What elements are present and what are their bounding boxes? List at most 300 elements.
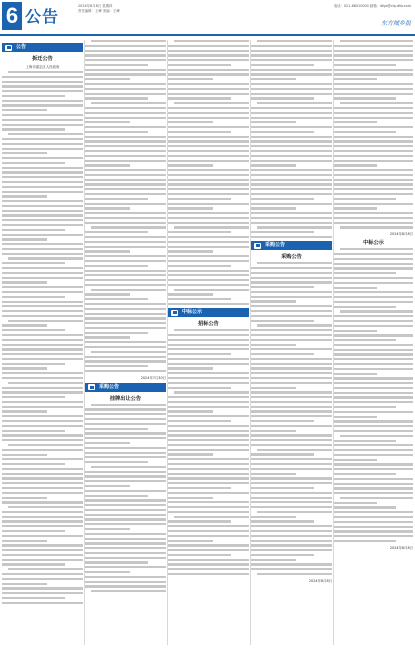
text-line: [168, 222, 249, 224]
text-line: [85, 59, 166, 61]
text-line: [334, 207, 377, 209]
text-line: [334, 193, 413, 195]
text-line: [2, 473, 83, 475]
text-line: [2, 262, 65, 264]
text-line: [85, 346, 166, 348]
text-line: [2, 291, 83, 293]
text-line: [251, 310, 332, 312]
text-line: [251, 222, 332, 224]
text-line: [251, 458, 332, 460]
text-line: [2, 171, 83, 173]
text-line: [251, 387, 296, 389]
text-line: [8, 568, 83, 570]
text-line: [334, 363, 413, 365]
section-icon: [254, 243, 261, 249]
contact-line: 电话：021-66010000 邮箱：dfgz@vip.dfw.com: [333, 4, 411, 8]
text-line: [85, 54, 166, 56]
text-line: [251, 420, 314, 422]
section-bar-results: [168, 308, 249, 317]
text-line: [85, 179, 166, 181]
column-5: [334, 40, 413, 645]
text-line: [2, 339, 83, 341]
text-line: [85, 566, 166, 568]
text-line: [2, 487, 83, 489]
text-line: [174, 329, 249, 331]
text-line: [251, 73, 332, 75]
text-line: [334, 473, 396, 475]
text-line: [85, 217, 166, 219]
text-line: [251, 160, 332, 162]
text-line: [168, 492, 249, 494]
text-line: [251, 425, 332, 427]
text-line: [334, 325, 413, 327]
notice-body: [85, 40, 166, 372]
notice-date: 2024年8月8日: [308, 578, 332, 583]
text-line: [251, 50, 332, 52]
text-line: [85, 78, 130, 80]
text-line: [251, 131, 314, 133]
text-line: [2, 301, 83, 303]
text-line: [85, 107, 166, 109]
text-line: [91, 289, 166, 291]
text-line: [85, 164, 130, 166]
editor-line: 责任编辑：王峰 美编：王峰: [78, 9, 120, 13]
text-line: [251, 329, 332, 331]
text-line: [2, 348, 83, 350]
text-line: [334, 411, 413, 413]
text-line: [168, 420, 231, 422]
text-line: [2, 329, 65, 331]
text-line: [85, 303, 166, 305]
text-line: [85, 504, 166, 506]
text-line: [2, 406, 83, 408]
text-line: [168, 121, 213, 123]
text-line: [251, 236, 332, 238]
text-line: [85, 447, 166, 449]
text-line: [251, 305, 332, 307]
text-line: [2, 224, 83, 226]
text-line: [251, 468, 332, 470]
text-line: [334, 459, 377, 461]
text-line: [334, 377, 413, 379]
text-line: [85, 222, 166, 224]
text-line: [85, 97, 148, 99]
text-line: [2, 167, 83, 169]
text-line: [85, 131, 148, 133]
text-line: [2, 119, 83, 121]
text-line: [334, 277, 413, 279]
text-line: [334, 160, 413, 162]
text-line: [85, 140, 166, 142]
text-line: [251, 145, 332, 147]
text-line: [2, 353, 83, 355]
text-line: [2, 305, 83, 307]
text-line: [168, 344, 249, 346]
text-line: [168, 207, 213, 209]
text-line: [85, 485, 130, 487]
text-line: [168, 367, 213, 369]
text-line: [168, 93, 249, 95]
text-line: [257, 102, 332, 104]
text-line: [85, 250, 130, 252]
text-line: [168, 525, 249, 527]
text-line: [168, 559, 249, 561]
text-line: [251, 93, 332, 95]
text-line: [334, 396, 413, 398]
text-line: [168, 439, 249, 441]
text-line: [168, 212, 249, 214]
section-label: 采购公告: [99, 383, 120, 390]
text-line: [334, 511, 413, 513]
brand-logo: 东方城乡报: [380, 20, 411, 27]
text-line: [168, 174, 249, 176]
text-line: [334, 291, 413, 293]
text-line: [168, 150, 249, 152]
text-line: [334, 78, 377, 80]
text-line: [85, 360, 166, 362]
text-line: [2, 157, 83, 159]
text-line: [168, 126, 249, 128]
text-line: [85, 514, 166, 516]
text-line: [251, 363, 332, 365]
text-line: [85, 413, 166, 415]
text-line: [85, 45, 166, 47]
text-line: [85, 193, 166, 195]
text-line: [251, 396, 332, 398]
text-line: [168, 497, 213, 499]
text-line: [168, 458, 249, 460]
notice-body: [168, 40, 249, 305]
text-line: [85, 423, 166, 425]
text-line: [168, 107, 249, 109]
text-line: [334, 349, 413, 351]
text-line: [168, 563, 249, 565]
text-line: [251, 377, 332, 379]
text-line: [257, 449, 332, 451]
text-line: [2, 219, 83, 221]
text-line: [85, 198, 148, 200]
text-line: [85, 461, 148, 463]
text-line: [168, 236, 249, 238]
text-line: [2, 415, 83, 417]
text-line: [85, 83, 166, 85]
text-line: [85, 341, 166, 343]
text-line: [334, 420, 413, 422]
text-line: [334, 198, 396, 200]
text-line: [168, 506, 249, 508]
text-line: [91, 226, 166, 228]
text-line: [168, 246, 249, 248]
text-line: [85, 408, 166, 410]
text-line: [251, 568, 332, 570]
text-line: [2, 152, 47, 154]
text-line: [2, 430, 65, 432]
text-line: [85, 145, 166, 147]
notice-body: [251, 40, 332, 238]
text-line: [2, 396, 65, 398]
text-line: [251, 140, 332, 142]
text-line: [85, 356, 166, 358]
text-line: [168, 501, 249, 503]
notice-body: [2, 71, 83, 604]
text-line: [168, 573, 249, 575]
text-line: [168, 425, 249, 427]
text-line: [334, 126, 413, 128]
text-line: [91, 466, 166, 468]
text-line: [2, 248, 83, 250]
notice-subtitle: 上海市嘉定区人民政府: [25, 65, 60, 69]
text-line: [2, 138, 83, 140]
text-line: [85, 117, 166, 119]
text-line: [334, 487, 413, 489]
text-line: [257, 511, 332, 513]
text-line: [174, 289, 249, 291]
text-line: [251, 382, 332, 384]
text-line: [334, 93, 413, 95]
text-line: [168, 59, 249, 61]
text-line: [85, 284, 166, 286]
text-line: [251, 477, 332, 479]
section-label: 公告: [16, 44, 27, 50]
text-line: [85, 518, 166, 520]
text-line: [334, 373, 377, 375]
text-line: [168, 358, 249, 360]
text-line: [251, 64, 314, 66]
text-line: [168, 198, 231, 200]
text-line: [168, 453, 213, 455]
text-line: [334, 107, 413, 109]
text-line: [340, 248, 413, 250]
text-line: [85, 480, 166, 482]
text-line: [2, 367, 47, 369]
text-line: [2, 525, 83, 527]
text-line: [251, 516, 296, 518]
text-line: [2, 114, 83, 116]
text-line: [168, 520, 231, 522]
text-line: [85, 437, 166, 439]
text-line: [168, 260, 249, 262]
text-line: [168, 131, 231, 133]
text-line: [2, 602, 83, 604]
text-line: [334, 155, 413, 157]
text-line: [334, 430, 413, 432]
text-line: [334, 449, 413, 451]
text-line: [168, 97, 231, 99]
text-line: [91, 590, 166, 592]
text-line: [2, 401, 83, 403]
text-line: [251, 453, 314, 455]
text-line: [2, 253, 83, 255]
text-line: [251, 358, 332, 360]
text-line: [251, 391, 332, 393]
text-line: [85, 255, 166, 257]
text-line: [8, 444, 83, 446]
text-line: [2, 324, 47, 326]
text-line: [8, 71, 83, 73]
text-line: [168, 50, 249, 52]
text-line: [168, 284, 249, 286]
text-line: [251, 401, 332, 403]
text-line: [85, 471, 166, 473]
text-line: [334, 263, 413, 265]
text-line: [85, 542, 166, 544]
text-line: [2, 272, 83, 274]
text-line: [251, 183, 332, 185]
text-line: [251, 164, 296, 166]
text-line: [334, 353, 413, 355]
text-line: [251, 492, 332, 494]
text-line: [334, 88, 413, 90]
text-line: [334, 73, 413, 75]
text-line: [251, 97, 314, 99]
text-line: [334, 344, 413, 346]
text-line: [334, 267, 413, 269]
text-line: [168, 274, 249, 276]
text-line: [251, 439, 332, 441]
text-line: [85, 174, 166, 176]
text-line: [334, 320, 413, 322]
text-line: [251, 482, 332, 484]
notice-body: [334, 40, 413, 229]
text-line: [2, 511, 83, 513]
text-line: [334, 454, 413, 456]
text-line: [85, 561, 148, 563]
text-line: [168, 530, 249, 532]
text-line: [334, 45, 413, 47]
text-line: [2, 176, 83, 178]
text-line: [2, 195, 47, 197]
text-line: [168, 377, 249, 379]
text-line: [334, 392, 413, 394]
text-line: [251, 83, 332, 85]
text-line: [85, 69, 166, 71]
text-line: [251, 286, 314, 288]
text-line: [168, 203, 249, 205]
notice-title: 招标公告: [198, 321, 219, 328]
text-line: [168, 64, 231, 66]
section-bar-announcement: [2, 43, 83, 52]
text-line: [2, 344, 83, 346]
text-line: [85, 260, 166, 262]
text-line: [168, 217, 249, 219]
text-line: [2, 458, 83, 460]
text-line: [251, 88, 332, 90]
text-line: [2, 410, 47, 412]
text-line: [2, 90, 83, 92]
text-line: [334, 463, 413, 465]
text-line: [257, 262, 332, 264]
text-line: [168, 540, 213, 542]
text-line: [340, 435, 413, 437]
text-line: [334, 174, 413, 176]
text-line: [85, 241, 166, 243]
text-line: [251, 520, 314, 522]
text-line: [334, 59, 413, 61]
text-line: [251, 198, 314, 200]
notice-body: [334, 248, 413, 542]
text-line: [251, 344, 296, 346]
text-line: [2, 296, 65, 298]
text-line: [251, 339, 332, 341]
text-line: [85, 169, 166, 171]
notice-title: 采购公告: [281, 254, 302, 261]
text-line: [85, 557, 166, 559]
text-line: [334, 117, 413, 119]
text-line: [168, 88, 249, 90]
text-line: [257, 40, 332, 42]
text-line: [334, 296, 413, 298]
text-line: [168, 73, 249, 75]
text-line: [168, 348, 249, 350]
text-line: [85, 236, 166, 238]
text-line: [2, 200, 83, 202]
text-line: [334, 121, 377, 123]
text-line: [2, 100, 83, 102]
text-line: [168, 468, 249, 470]
text-line: [85, 207, 130, 209]
text-line: [251, 410, 332, 412]
text-line: [334, 97, 396, 99]
text-line: [334, 444, 413, 446]
text-line: [251, 563, 332, 565]
text-line: [2, 587, 83, 589]
text-line: [85, 322, 166, 324]
text-line: [168, 401, 249, 403]
text-line: [2, 516, 83, 518]
text-line: [168, 160, 249, 162]
column-4: [251, 40, 332, 645]
text-line: [334, 502, 377, 504]
text-line: [251, 444, 332, 446]
text-line: [334, 492, 413, 494]
text-line: [257, 324, 332, 326]
text-line: [174, 226, 249, 228]
text-line: [340, 40, 413, 42]
text-line: [334, 188, 413, 190]
text-line: [251, 155, 332, 157]
text-line: [85, 155, 166, 157]
text-line: [257, 226, 332, 228]
text-line: [251, 78, 296, 80]
text-line: [334, 253, 413, 255]
text-line: [251, 549, 332, 551]
text-line: [2, 439, 83, 441]
text-line: [85, 499, 166, 501]
text-line: [340, 310, 413, 312]
text-line: [85, 509, 166, 511]
page-title: 公告: [25, 7, 60, 26]
text-line: [168, 112, 249, 114]
text-line: [2, 578, 83, 580]
text-line: [2, 334, 83, 336]
text-line: [2, 210, 83, 212]
text-line: [168, 434, 249, 436]
text-line: [2, 454, 47, 456]
text-line: [251, 554, 314, 556]
text-line: [251, 497, 332, 499]
text-line: [251, 126, 332, 128]
text-line: [168, 69, 249, 71]
text-line: [168, 568, 249, 570]
text-line: [251, 406, 332, 408]
text-line: [2, 186, 83, 188]
text-line: [85, 547, 166, 549]
text-line: [251, 430, 296, 432]
text-line: [168, 487, 231, 489]
text-line: [334, 169, 413, 171]
text-line: [251, 506, 332, 508]
page-header: [0, 0, 415, 40]
